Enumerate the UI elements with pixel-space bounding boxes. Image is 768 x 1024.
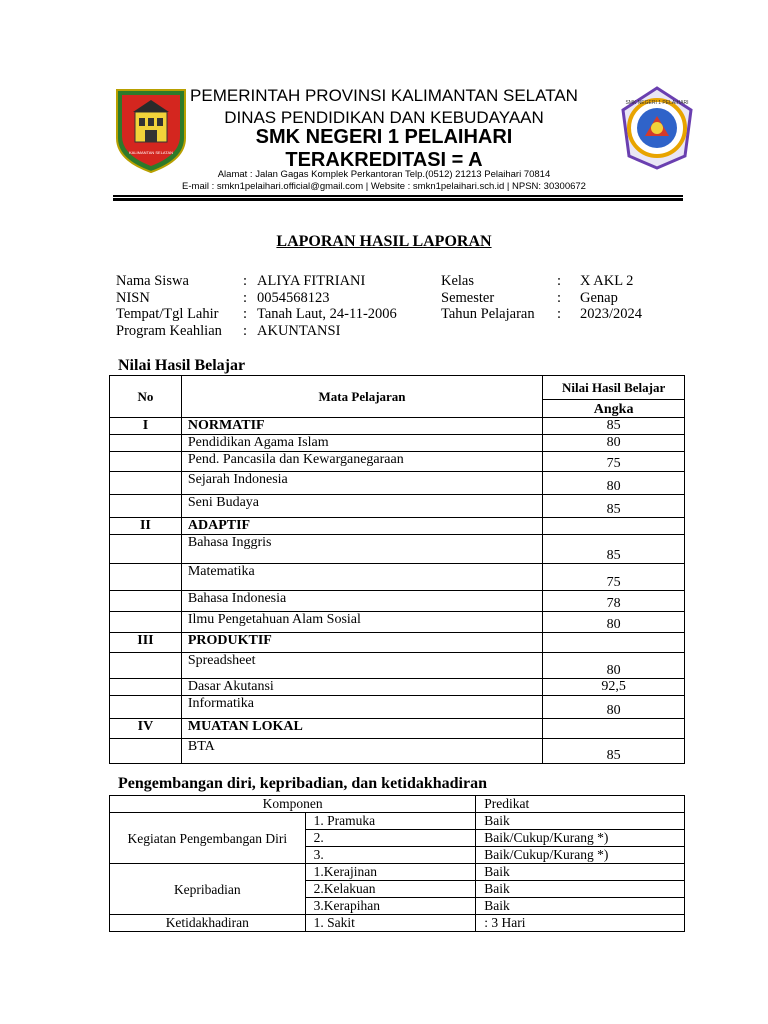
subject-name: Matematika [181, 564, 542, 591]
subject-score: 85 [543, 535, 685, 564]
value-class: X AKL 2 [580, 273, 634, 289]
header-department: DINAS PENDIDIKAN DAN KEBUDAYAAN [224, 108, 544, 127]
table-row [110, 435, 685, 452]
header-address: Alamat : Jalan Gagas Komplek Perkantoran Telp.(0512) 21213 Pelaihari 70814 [217, 169, 551, 180]
value-program: AKUNTANSI [257, 323, 341, 339]
label-nisn: NISN [116, 290, 150, 306]
value-birth: Tanah Laut, 24-11-2006 [257, 306, 397, 322]
col-header-angka: Angka [543, 400, 685, 418]
subject-name: Ilmu Pengetahuan Alam Sosial [181, 612, 542, 633]
subject-name: Informatika [181, 696, 542, 719]
header-divider-thick [113, 198, 683, 201]
personality-value: Baik [476, 898, 685, 915]
colon: : [557, 273, 562, 289]
group-name: MUATAN LOKAL [181, 719, 542, 739]
absence-item: 1. Sakit [305, 915, 476, 932]
colon: : [243, 290, 248, 306]
col-header-subject: Mata Pelajaran [181, 376, 542, 418]
label-program: Program Keahlian [116, 323, 222, 339]
activity-item: 2. [305, 830, 476, 847]
label-year: Tahun Pelajaran [441, 306, 535, 322]
subject-name: Pendidikan Agama Islam [181, 435, 542, 452]
col-header-result: Nilai Hasil Belajar [543, 376, 685, 400]
subject-score: 80 [543, 653, 685, 679]
table-row [110, 739, 685, 764]
header-contact: E-mail : smkn1pelaihari.official@gmail.com | Website : smkn1pelaihari.sch.id | NPSN: 30300672 [182, 181, 586, 192]
colon: : [557, 290, 562, 306]
subject-name: Spreadsheet [181, 653, 542, 679]
table-row [110, 472, 685, 495]
absence-value: : 3 Hari [476, 915, 685, 932]
report-title: LAPORAN HASIL LAPORAN [276, 233, 492, 250]
table-row [110, 452, 685, 472]
subject-name: BTA [181, 739, 542, 764]
table-row [110, 679, 685, 696]
activity-value: Baik [476, 813, 685, 830]
group-name: ADAPTIF [181, 518, 542, 535]
group-no: IV [110, 719, 182, 739]
table-row [110, 696, 685, 719]
col-header-component: Komponen [110, 796, 476, 813]
subject-score: 80 [543, 612, 685, 633]
absence-label: Ketidakhadiran [110, 915, 306, 932]
group-score [543, 719, 685, 739]
subject-name: Sejarah Indonesia [181, 472, 542, 495]
label-birth: Tempat/Tgl Lahir [116, 306, 219, 322]
left-logo-text: KALIMANTAN SELATAN [128, 150, 174, 155]
table-row [110, 612, 685, 633]
header-government: PEMERINTAH PROVINSI KALIMANTAN SELATAN [190, 86, 578, 105]
colon: : [243, 306, 248, 322]
group-name: NORMATIF [181, 418, 542, 435]
activity-value: Baik/Cukup/Kurang *) [476, 847, 685, 864]
subject-score: 78 [543, 591, 685, 612]
subject-score: 75 [543, 564, 685, 591]
subject-name: Bahasa Indonesia [181, 591, 542, 612]
grades-table [109, 375, 685, 764]
label-name: Nama Siswa [116, 273, 189, 289]
table-row [110, 535, 685, 564]
value-nisn: 0054568123 [257, 290, 330, 306]
grades-section-title: Nilai Hasil Belajar [118, 357, 246, 374]
activity-item: 1. Pramuka [305, 813, 476, 830]
group-score: 85 [543, 418, 685, 435]
value-name: ALIYA FITRIANI [257, 273, 366, 289]
colon: : [557, 306, 562, 322]
header-divider-thin [113, 195, 683, 197]
colon: : [243, 323, 248, 339]
subject-score: 75 [543, 452, 685, 472]
development-section-title: Pengembangan diri, kepribadian, dan ketidakhadiran [118, 775, 487, 792]
personality-item: 1.Kerajinan [305, 864, 476, 881]
table-row [110, 653, 685, 679]
personality-item: 3.Kerapihan [305, 898, 476, 915]
table-row [110, 564, 685, 591]
colon: : [243, 273, 248, 289]
value-semester: Genap [580, 290, 618, 306]
col-header-predicate: Predikat [476, 796, 685, 813]
personality-label: Kepribadian [110, 864, 306, 915]
subject-name: Bahasa Inggris [181, 535, 542, 564]
header-school-name: SMK NEGERI 1 PELAIHARI [255, 126, 513, 148]
group-no: II [110, 518, 182, 535]
activity-value: Baik/Cukup/Kurang *) [476, 830, 685, 847]
value-year: 2023/2024 [580, 306, 643, 322]
personality-value: Baik [476, 881, 685, 898]
subject-name: Seni Budaya [181, 495, 542, 518]
table-row [110, 591, 685, 612]
activities-label: Kegiatan Pengembangan Diri [110, 813, 306, 864]
subject-score: 80 [543, 472, 685, 495]
subject-score: 80 [543, 435, 685, 452]
subject-score: 85 [543, 739, 685, 764]
subject-score: 80 [543, 696, 685, 719]
subject-score: 85 [543, 495, 685, 518]
group-score [543, 633, 685, 653]
label-semester: Semester [441, 290, 495, 306]
group-score [543, 518, 685, 535]
development-table [109, 795, 685, 932]
group-no: I [110, 418, 182, 435]
right-logo-text: SMK NEGERI 1 PELAIHARI [625, 100, 689, 106]
header-accreditation: TERAKREDITASI = A [285, 149, 483, 171]
personality-item: 2.Kelakuan [305, 881, 476, 898]
subject-name: Dasar Akutansi [181, 679, 542, 696]
activity-item: 3. [305, 847, 476, 864]
group-no: III [110, 633, 182, 653]
col-header-no: No [110, 376, 182, 418]
table-row [110, 495, 685, 518]
label-class: Kelas [441, 273, 475, 289]
group-name: PRODUKTIF [181, 633, 542, 653]
personality-value: Baik [476, 864, 685, 881]
subject-score: 92,5 [543, 679, 685, 696]
subject-name: Pend. Pancasila dan Kewarganegaraan [181, 452, 542, 472]
